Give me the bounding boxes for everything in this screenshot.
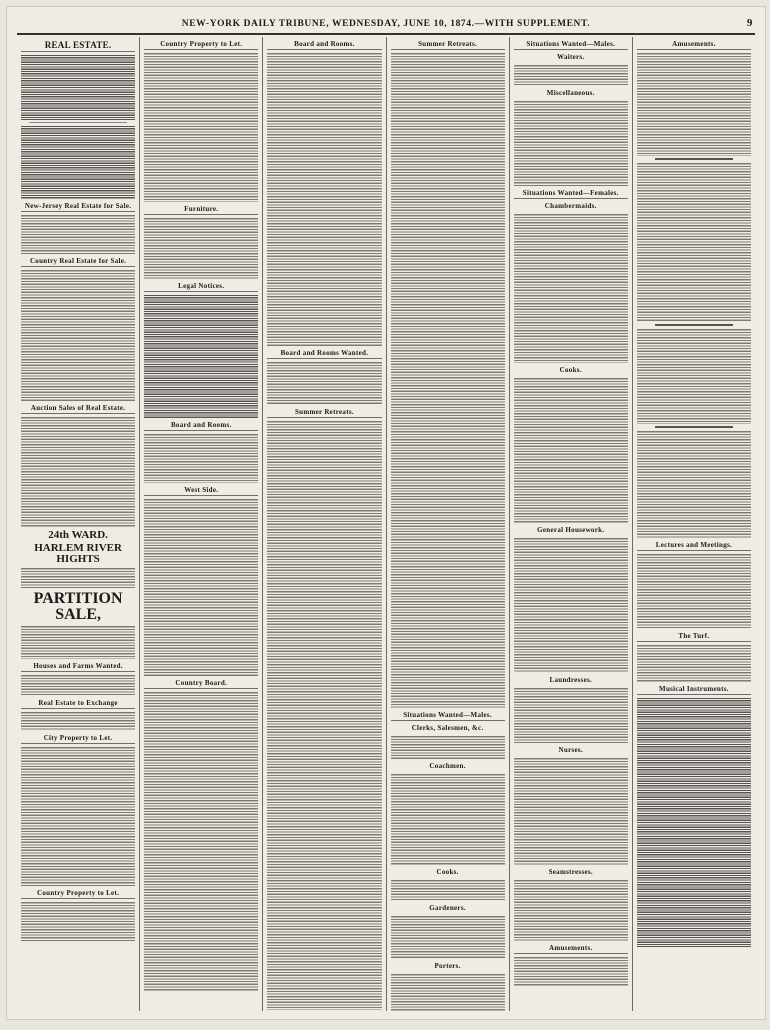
- section-heading-turf: The Turf.: [637, 632, 751, 642]
- text-block: [21, 625, 135, 659]
- section-heading-country-let: Country Property to Let.: [144, 40, 258, 50]
- sub-heading-clerks: Clerks, Salesmen, &c.: [411, 724, 484, 732]
- text-block: [391, 773, 505, 865]
- text-block: [21, 214, 135, 254]
- section-heading-sit-females: Situations Wanted—Females.: [514, 189, 628, 199]
- masthead-title: NEW-YORK DAILY TRIBUNE, WEDNESDAY, JUNE 10, 1874.—WITH SUPPLEMENT.: [181, 19, 591, 29]
- harlem-heading: HARLEM RIVER HIGHTS: [34, 542, 122, 565]
- section-heading-furniture: Furniture.: [144, 205, 258, 215]
- ward-heading: 24th WARD.: [48, 529, 108, 541]
- text-block: [267, 361, 381, 405]
- sub-heading-chambermaids: Chambermaids.: [544, 202, 597, 210]
- page-number: 9: [746, 17, 753, 29]
- text-block: [637, 644, 751, 682]
- text-block: [514, 213, 628, 363]
- section-heading-music: Musical Instruments.: [637, 685, 751, 695]
- sub-heading-cooks: Cooks.: [436, 868, 459, 876]
- text-block: [637, 697, 751, 947]
- partition-heading: PARTITION SALE,: [33, 590, 123, 623]
- text-block: [21, 901, 135, 941]
- text-block: [514, 879, 628, 941]
- text-block: [21, 711, 135, 731]
- section-heading-west-side: West Side.: [144, 486, 258, 496]
- text-block: [144, 52, 258, 202]
- text-block: [637, 328, 751, 424]
- section-heading-city-let: City Property to Let.: [21, 734, 135, 744]
- section-heading-country: Country Real Estate for Sale.: [21, 257, 135, 267]
- section-heading-summer: Summer Retreats.: [391, 40, 505, 50]
- section-heading-summer: Summer Retreats.: [267, 408, 381, 418]
- section-heading-real-estate: REAL ESTATE.: [21, 40, 135, 52]
- text-block: [144, 217, 258, 279]
- column-3: [263, 37, 386, 1011]
- text-block: [391, 52, 505, 708]
- text-block: [21, 674, 135, 696]
- sub-heading-porters: Porters.: [434, 962, 461, 970]
- sub-heading-cooks: Cooks.: [559, 366, 582, 374]
- newspaper-page: [6, 6, 766, 1020]
- text-block: [637, 553, 751, 629]
- text-block: [21, 125, 135, 199]
- section-heading-sit-males: Situations Wanted—Males.: [514, 40, 628, 50]
- sub-heading-gardeners: Gardeners.: [429, 904, 466, 912]
- text-block: [514, 757, 628, 865]
- sub-heading-laundresses: Laundresses.: [549, 676, 593, 684]
- text-block: [144, 294, 258, 418]
- section-heading-sit-males: Situations Wanted—Males.: [391, 711, 505, 721]
- sub-heading-nurses: Nurses.: [558, 746, 583, 754]
- text-block: [21, 567, 135, 589]
- text-block: [514, 100, 628, 186]
- column-1: [17, 37, 140, 1011]
- column-2: [140, 37, 263, 1011]
- text-block: [637, 430, 751, 538]
- columns: [17, 37, 755, 1011]
- column-5: [510, 37, 633, 1011]
- section-heading-amusements: Amusements.: [514, 944, 628, 954]
- section-heading-country-board: Country Board.: [144, 679, 258, 689]
- text-block: [637, 52, 751, 156]
- column-6: [633, 37, 755, 1011]
- section-heading-legal: Legal Notices.: [144, 282, 258, 292]
- section-heading-country-let: Country Property to Let.: [21, 889, 135, 899]
- sub-heading-misc: Miscellaneous.: [546, 89, 595, 97]
- section-heading-amusements: Amusements.: [637, 40, 751, 50]
- section-heading-houses-wanted: Houses and Farms Wanted.: [21, 662, 135, 672]
- text-block: [637, 162, 751, 322]
- sub-heading-seamstresses: Seamstresses.: [548, 868, 593, 876]
- section-heading-board-wanted: Board and Rooms Wanted.: [267, 349, 381, 359]
- sub-heading-housework: General Housework.: [537, 526, 605, 534]
- text-block: [514, 956, 628, 986]
- section-heading-exchange: Real Estate to Exchange: [21, 699, 135, 709]
- section-heading-auction: Auction Sales of Real Estate.: [21, 404, 135, 414]
- text-block: [21, 54, 135, 120]
- masthead: [17, 15, 755, 35]
- text-block: [21, 269, 135, 401]
- text-block: [144, 691, 258, 991]
- section-heading-nj: New-Jersey Real Estate for Sale.: [21, 202, 135, 212]
- section-heading-lectures: Lectures and Meetings.: [637, 541, 751, 551]
- text-block: [514, 64, 628, 86]
- text-block: [391, 915, 505, 959]
- sub-heading-waiters: Waiters.: [557, 53, 585, 61]
- text-block: [391, 973, 505, 1011]
- text-block: [391, 735, 505, 759]
- section-heading-board: Board and Rooms.: [267, 40, 381, 50]
- text-block: [267, 420, 381, 1010]
- text-block: [514, 537, 628, 673]
- column-4: [387, 37, 510, 1011]
- sub-heading-coachmen: Coachmen.: [429, 762, 466, 770]
- section-heading-board: Board and Rooms.: [144, 421, 258, 431]
- text-block: [144, 498, 258, 676]
- text-block: [514, 687, 628, 743]
- text-block: [21, 746, 135, 886]
- text-block: [21, 416, 135, 528]
- text-block: [514, 377, 628, 523]
- text-block: [144, 433, 258, 483]
- text-block: [267, 52, 381, 346]
- text-block: [391, 879, 505, 901]
